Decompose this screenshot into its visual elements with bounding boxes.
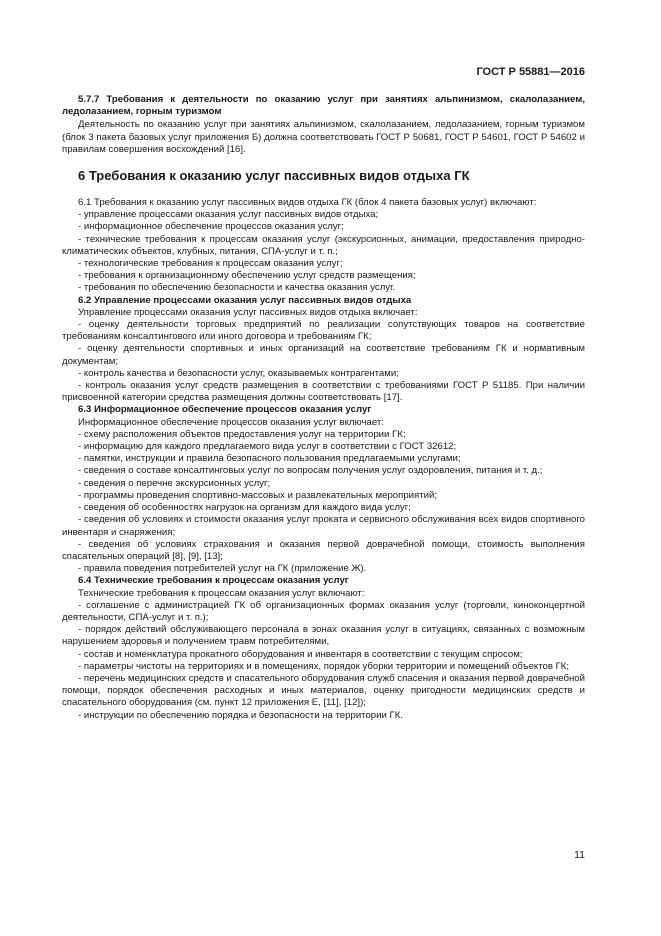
subsection-heading: 6.3 Информационное обеспечение процессов оказания услуг — [78, 404, 372, 416]
list-item: - сведения об условиях страхования и оказания первой доврачебной помощи, стоимость выполнения спасательных операций [8], [9], [13]; — [62, 538, 585, 562]
list-item: - оценку деятельности спортивных и иных организаций на соответствие требованиям ГК и нормативным документам; — [62, 343, 585, 367]
paragraph: Информационное обеспечение процессов оказания услуг включает: — [78, 416, 384, 428]
list-item: - управление процессами оказания услуг пассивных видов отдыха; — [78, 209, 379, 221]
list-item: - информационное обеспечение процессов оказания услуг; — [78, 221, 344, 233]
list-item: - параметры чистоты на территориях и в помещениях, порядок уборки территории и помещений объектов ГК; — [78, 660, 570, 672]
list-item: - сведения о составе консалтинговых услуг по вопросам получения услуг оздоровления, питания и т. д.; — [78, 465, 543, 477]
list-item: - сведения об особенностях нагрузок на организм для каждого вида услуг; — [78, 502, 411, 514]
list-item: - информацию для каждого предлагаемого вида услуг в соответствии с ГОСТ 32612; — [78, 441, 457, 453]
paragraph: Управление процессами оказания услуг пассивных видов отдыха включает: — [78, 306, 418, 318]
page-number: 11 — [574, 849, 585, 861]
subsection-heading: 5.7.7 Требования к деятельности по оказанию услуг при занятиях альпинизмом, скалолазанием, ледолазанием, горным туризмом — [62, 94, 585, 118]
subsection-heading: 6.2 Управление процессами оказания услуг пассивных видов отдыха — [78, 294, 412, 306]
list-item: - оценку деятельности торговых предприятий по реализации сопутствующих товаров на соответствие требованиям консалтингового или иного договора и требованиям ГК; — [62, 319, 585, 343]
paragraph: Технические требования к процессам оказания услуг включают: — [78, 587, 365, 599]
list-item: - контроль оказания услуг средств размещения в соответствии с требованиями ГОСТ Р 51185. При наличии присвоенной категории средства размещения должны соответствовать [17]. — [62, 380, 585, 404]
list-item: - перечень медицинских средств и спасательного оборудования служб спасения и оказания первой доврачебной помощи, порядок обеспечения расходных и иных материалов, оценку пригодности медицинских средств и спасательного оборудования (см. пункт 12 приложения Е, [11], [12]); — [62, 672, 585, 709]
document-body — [62, 94, 585, 722]
list-item: - технические требования к процессам оказания услуг (экскурсионных, анимации, предоставления природно-климатических объектов, клубных, питания, СПА-услуг и т. п.; — [62, 233, 585, 257]
list-item: - состав и номенклатура прокатного оборудования и инвентаря в соответствии с текущим спросом; — [78, 648, 523, 660]
section-heading: 6 Требования к оказанию услуг пассивных видов отдыха ГК — [78, 168, 470, 184]
list-item: - сведения о перечне экскурсионных услуг; — [78, 477, 271, 489]
list-item: - сведения об условиях и стоимости оказания услуг проката и сервисного обслуживания всех видов спортивного инвентаря и снаряжения; — [62, 514, 585, 538]
list-item: - требования к организационному обеспечению услуг средств размещения; — [78, 270, 416, 282]
list-item: - технологические требования к процессам оказания услуг; — [78, 258, 343, 270]
list-item: - программы проведения спортивно-массовых и развлекательных мероприятий; — [78, 489, 437, 501]
list-item: - контроль качества и безопасности услуг, оказываемых контрагентами; — [78, 367, 399, 379]
list-item: - порядок действий обслуживающего персонала в зонах оказания услуг в ситуациях, связанных с возможным нарушением здоровья и получением травм потребителями, — [62, 624, 585, 648]
list-item: - соглашение с администрацией ГК об организационных формах оказания услуг (торговли, киноконцертной деятельности, СПА-услуг и т. п.); — [62, 599, 585, 623]
list-item: - памятки, инструкции и правила безопасного пользования предлагаемыми услугами; — [78, 453, 461, 465]
subsection-heading: 6.4 Технические требования к процессам оказания услуг — [78, 575, 349, 587]
document-header-id: ГОСТ Р 55881—2016 — [476, 66, 585, 78]
list-item: - правила поведения потребителей услуг на ГК (приложение Ж). — [78, 563, 367, 575]
paragraph: Деятельность по оказанию услуг при занятиях альпинизмом, скалолазанием, ледолазанием, горным туризмом (блок 3 пакета базовых услуг приложения Б) должна соответствовать ГОСТ Р 50681, ГОСТ Р 54601, ГОСТ Р 54602 и правилам совершения восхождений [16]. — [62, 119, 585, 155]
paragraph: 6.1 Требования к оказанию услуг пассивных видов отдыха ГК (блок 4 пакета базовых услуг) включают: — [78, 197, 537, 209]
list-item: - инструкции по обеспечению порядка и безопасности на территории ГК. — [78, 709, 403, 721]
list-item: - требования по обеспечению безопасности и качества оказания услуг. — [78, 282, 396, 294]
list-item: - схему расположения объектов предоставления услуг на территории ГК; — [78, 428, 406, 440]
